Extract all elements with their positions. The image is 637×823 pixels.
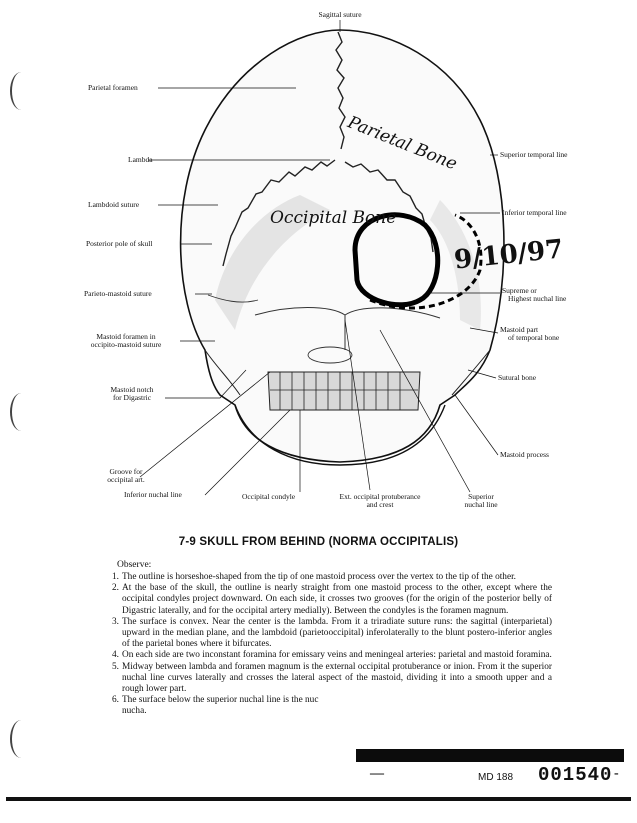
label-inferior-temporal-line: Inferior temporal line: [502, 208, 567, 217]
figure-title: 7-9 SKULL FROM BEHIND (NORMA OCCIPITALIS): [178, 536, 459, 548]
list-item: [112, 650, 552, 661]
label-mastoid-foramen: [70, 333, 182, 349]
label-mastoid-foramen-line1: Mastoid foramen in: [96, 332, 156, 341]
item-number: 6.: [112, 695, 119, 706]
label-mastoid-process: Mastoid process: [500, 450, 549, 459]
list-item: [112, 572, 552, 583]
item-text: Midway between lambda and foramen magnum is the external occipital protuberance or inion. From it the superior nuchal line curves laterally and crosses the lateral aspect of the mastoid, dividing it into a smooth upper and a rough lower part.: [122, 661, 552, 695]
item-number: 1.: [112, 572, 119, 582]
item-number: 5.: [112, 661, 119, 672]
item-number: 2.: [112, 583, 119, 594]
item-text: At the base of the skull, the outline is nearly straight from one mastoid process to the other, except where the occipital condyles project downward. On each side, it crosses two grooves (for the origin of the posterior belly of Digastric laterally, and for the occipital artery medially). Between the condyles is the foramen magnum.: [122, 583, 552, 616]
label-ext-occ-line1: Ext. occipital protuberance: [339, 492, 421, 501]
label-inferior-nuchal-line: Inferior nuchal line: [124, 490, 182, 499]
footer-dash: —: [370, 766, 384, 781]
label-mastoid-part: [500, 326, 559, 342]
label-posterior-pole: Posterior pole of skull: [86, 239, 153, 248]
item-text-continued: nucha.: [122, 706, 147, 717]
label-ext-occ-line2: and crest: [366, 500, 394, 509]
footer-dash-right: -: [614, 766, 619, 781]
label-supreme-line1: Supreme or: [502, 286, 537, 295]
item-number: 3.: [112, 616, 119, 627]
label-groove-occipital: [96, 468, 156, 484]
label-groove-line2: occipital art.: [107, 475, 145, 484]
label-supreme-nuchal-line: [502, 287, 566, 303]
bates-number: 001540: [538, 764, 613, 786]
label-mastoid-foramen-line2: occipito-mastoid suture: [90, 340, 162, 349]
item-text: On each side are two inconstant foramina for emissary veins and meningeal arteries: parietal and mastoid foramina.: [122, 650, 552, 661]
item-number: 4.: [112, 650, 119, 661]
label-mastoid-notch-line2: for Digastric: [112, 393, 152, 402]
label-superior-nuchal-line1: Superior: [468, 492, 494, 501]
label-superior-nuchal-line2: nuchal line: [464, 500, 498, 509]
label-lambda: Lambda: [128, 155, 153, 164]
label-mastoid-part-line2: of temporal bone: [508, 333, 560, 342]
bottom-edge-line: [6, 797, 631, 801]
label-sagittal-suture: Sagittal suture: [318, 10, 362, 19]
binder-hole: [10, 720, 32, 758]
item-text: The surface is convex. Near the center is the lambda. From it a triradiate suture runs: the sagittal (interparietal) upward in the median plane, and the lambdoid (parietooccipital) inferolaterally to the blunt postero-inferior angles of the parietal bones where it bifurcates.: [122, 616, 552, 650]
md-reference: MD 188: [478, 772, 514, 783]
label-parieto-mastoid-suture: Parieto-mastoid suture: [84, 289, 152, 298]
label-lambdoid-suture: Lambdoid suture: [88, 200, 140, 209]
list-item: [112, 662, 552, 696]
list-item: [112, 583, 552, 617]
label-mastoid-notch-line1: Mastoid notch: [110, 385, 154, 394]
label-ext-occipital-protuberance: [324, 493, 436, 509]
label-mastoid-notch: [94, 386, 170, 402]
redaction-bar: [356, 749, 624, 762]
parietal-bone-handwriting: Parietal Bone: [344, 112, 460, 175]
handwritten-date: 9/10/97: [452, 234, 565, 276]
teeth-row: [268, 372, 420, 410]
label-supreme-line2: Highest nuchal line: [508, 294, 567, 303]
label-superior-nuchal-line: [446, 493, 516, 509]
label-sutural-bone: Sutural bone: [498, 373, 537, 382]
occipital-bone-handwriting: Occipital Bone: [270, 208, 397, 228]
label-mastoid-part-line1: Mastoid part: [500, 325, 539, 334]
observe-label: Observe:: [117, 560, 152, 570]
label-superior-temporal-line: Superior temporal line: [500, 150, 568, 159]
label-groove-line1: Groove for: [109, 467, 143, 476]
label-occipital-condyle: Occipital condyle: [242, 492, 296, 501]
list-item: [112, 695, 552, 717]
item-text: The outline is horseshoe-shaped from the tip of one mastoid process over the vertex to the tip of the other.: [122, 572, 516, 582]
list-item: [112, 617, 552, 651]
observation-list: [112, 572, 552, 718]
label-parietal-foramen: Parietal foramen: [88, 83, 138, 92]
item-text: The surface below the superior nuchal line is the nuc: [122, 695, 319, 706]
